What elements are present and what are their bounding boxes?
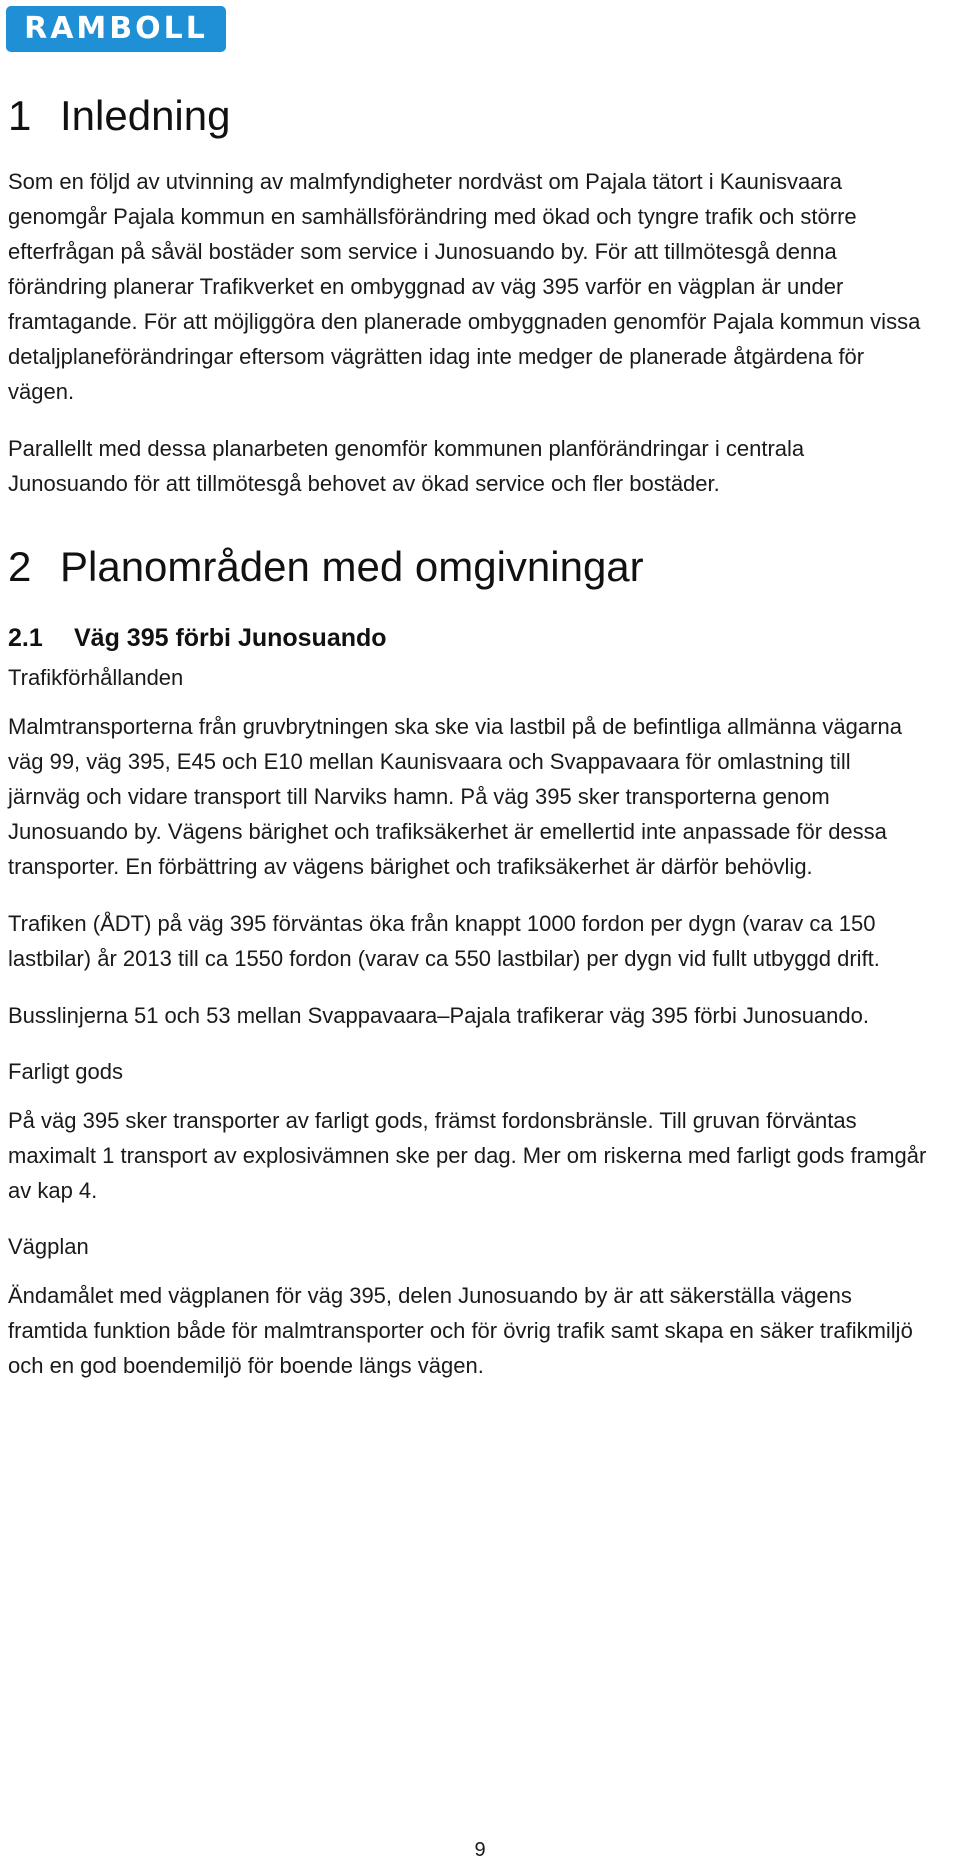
section-number: 2	[8, 543, 32, 590]
section-title: Inledning	[60, 92, 231, 139]
paragraph: Trafiken (ÅDT) på väg 395 förväntas öka från knappt 1000 fordon per dygn (varav ca 150 lastbilar) år 2013 till ca 1550 fordon (varav ca 550 lastbilar) per dygn vid fullt utbyggd drift.	[8, 911, 880, 971]
page-number: 9	[474, 1839, 486, 1861]
trafikforhallanden-heading: Trafikförhållanden	[8, 665, 184, 690]
document-body	[8, 88, 928, 1405]
subsection-title: Väg 395 förbi Junosuando	[74, 624, 387, 652]
paragraph: Parallellt med dessa planarbeten genomför kommunen planförändringar i centrala Junosuando för att tillmötesgå behovet av ökad service och fler bostäder.	[8, 436, 805, 496]
farligt-gods-heading: Farligt gods	[8, 1059, 123, 1084]
section-1-heading	[8, 88, 928, 144]
subsection-number: 2.1	[8, 624, 43, 652]
paragraph: Som en följd av utvinning av malmfyndigheter nordväst om Pajala tätort i Kaunisvaara genomgår Pajala kommun en samhällsförändring med ökad och tyngre trafik och större efterfrågan på såväl bostäder som service i Junosuando by. För att tillmötesgå denna förändring planerar Trafikverket en ombyggnad av väg 395 varför en vägplan är under framtagande. För att möjliggöra den planerade ombyggnaden genomför Pajala kommun vissa detaljplaneförändringar eftersom vägrätten idag inte medger de planerade åtgärdena för vägen.	[8, 169, 921, 404]
paragraph: Ändamålet med vägplanen för väg 395, delen Junosuando by är att säkerställa vägens framtida funktion både för malmtransporter och för övrig trafik samt skapa en säker trafikmiljö och en god boendemiljö för boende längs vägen.	[8, 1283, 913, 1378]
paragraph: Busslinjerna 51 och 53 mellan Svappavaara–Pajala trafikerar väg 395 förbi Junosuando.	[8, 1003, 869, 1028]
ramboll-logo: RAMBOLL	[6, 6, 226, 52]
paragraph: På väg 395 sker transporter av farligt gods, främst fordonsbränsle. Till gruvan förväntas maximalt 1 transport av explosivämnen ske per dag. Mer om riskerna med farligt gods framgår av kap 4.	[8, 1108, 927, 1203]
vagplan-heading: Vägplan	[8, 1234, 89, 1259]
subsection-2-1-heading	[8, 621, 928, 655]
section-2-heading	[8, 539, 928, 595]
paragraph: Malmtransporterna från gruvbrytningen ska ske via lastbil på de befintliga allmänna vägarna väg 99, väg 395, E45 och E10 mellan Kaunisvaara och Svappavaara för omlastning till järnväg och vidare transport till Narviks hamn. På väg 395 sker transporterna genom Junosuando by. Vägens bärighet och trafiksäkerhet är emellertid inte anpassade för dessa transporter. En förbättring av vägens bärighet och trafiksäkerhet är därför behövlig.	[8, 714, 902, 879]
section-number: 1	[8, 92, 32, 139]
section-title: Planområden med omgivningar	[60, 543, 644, 590]
